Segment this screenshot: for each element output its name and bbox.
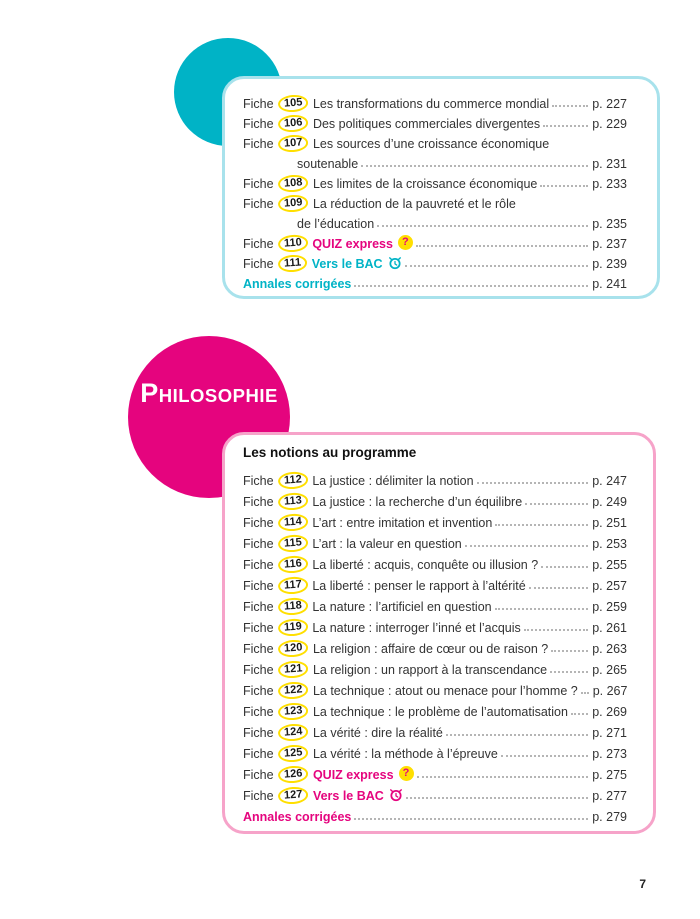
entry-title: La justice : délimiter la notion	[312, 474, 474, 488]
toc-row	[243, 656, 627, 677]
dotted-leader	[354, 818, 588, 820]
toc-row	[243, 91, 627, 111]
fiche-number-badge: 118	[277, 597, 308, 616]
page-ref: p. 227	[592, 97, 627, 111]
fiche-number-badge: 105	[277, 94, 308, 113]
clock-icon	[388, 256, 402, 270]
toc-row	[243, 488, 627, 509]
toc-row	[243, 171, 627, 191]
entry-title: La nature : l’artificiel en question	[312, 600, 492, 614]
page-ref: p. 255	[592, 558, 627, 572]
clock-icon	[389, 788, 403, 802]
fiche-label: Fiche	[243, 537, 274, 551]
dotted-leader	[524, 629, 588, 631]
dotted-leader	[354, 285, 588, 287]
fiche-label: Fiche	[243, 474, 274, 488]
dotted-leader	[477, 482, 589, 484]
fiche-label: Fiche	[243, 600, 274, 614]
dotted-leader	[541, 566, 588, 568]
page-ref: p. 247	[592, 474, 627, 488]
page-ref: p. 265	[592, 663, 627, 677]
economics-toc-box	[222, 76, 660, 299]
toc-row	[243, 572, 627, 593]
dotted-leader	[552, 105, 588, 107]
dotted-leader	[361, 165, 588, 167]
entry-title: La liberté : penser le rapport à l’altérité	[312, 579, 526, 593]
question-icon: ?	[399, 766, 414, 781]
dotted-leader	[377, 225, 588, 227]
fiche-number-badge: 108	[277, 174, 308, 193]
toc-row	[243, 782, 627, 803]
philosophy-toc-entries	[243, 467, 627, 824]
entry-title: Vers le BAC	[311, 257, 383, 271]
fiche-label: Fiche	[243, 117, 274, 131]
toc-row	[243, 719, 627, 740]
page-ref: p. 263	[592, 642, 627, 656]
entry-title: Des politiques commerciales divergentes	[312, 117, 541, 131]
page-ref: p. 237	[592, 237, 627, 251]
page-ref: p. 275	[592, 768, 627, 782]
fiche-label: Fiche	[243, 747, 274, 761]
entry-title: QUIZ express	[312, 237, 393, 251]
toc-row	[243, 635, 627, 656]
fiche-number-badge: 109	[277, 194, 308, 213]
toc-row-continuation	[243, 211, 627, 231]
fiche-number-badge: 123	[277, 702, 308, 721]
toc-row	[243, 231, 627, 251]
toc-row	[243, 111, 627, 131]
fiche-label: Fiche	[243, 726, 274, 740]
dotted-leader	[551, 650, 588, 652]
fiche-label: Fiche	[243, 558, 274, 572]
toc-row	[243, 677, 627, 698]
dotted-leader	[540, 185, 588, 187]
page-ref: p. 239	[592, 257, 627, 271]
page-ref: p. 277	[592, 789, 627, 803]
dotted-leader	[571, 713, 588, 715]
toc-row	[243, 740, 627, 761]
economics-toc-entries	[243, 91, 627, 291]
entry-title: L’art : entre imitation et invention	[312, 516, 493, 530]
fiche-number-badge: 116	[277, 555, 308, 574]
page-ref: p. 249	[592, 495, 627, 509]
entry-title: La nature : interroger l’inné et l’acquis	[312, 621, 521, 635]
page-ref: p. 273	[592, 747, 627, 761]
page-ref: p. 279	[592, 810, 627, 824]
fiche-label: Fiche	[243, 495, 274, 509]
fiche-number-badge: 121	[277, 660, 308, 679]
entry-title: Vers le BAC	[312, 789, 384, 803]
page-ref: p. 235	[592, 217, 627, 231]
fiche-label: Fiche	[243, 197, 274, 211]
entry-title: La religion : affaire de cœur ou de raison ?	[312, 642, 549, 656]
entry-title: La vérité : dire la réalité	[312, 726, 443, 740]
fiche-label: Fiche	[243, 705, 274, 719]
toc-row	[243, 698, 627, 719]
fiche-label: Fiche	[243, 257, 274, 271]
dotted-leader	[550, 671, 588, 673]
dotted-leader	[495, 608, 589, 610]
dotted-leader	[465, 545, 589, 547]
page-ref: p. 241	[592, 277, 627, 291]
entry-title: La technique : atout ou menace pour l’homme ?	[312, 684, 578, 698]
fiche-number-badge: 127	[277, 786, 308, 805]
entry-title: Les limites de la croissance économique	[312, 177, 538, 191]
dotted-leader	[495, 524, 588, 526]
page-ref: p. 269	[592, 705, 627, 719]
entry-title: La religion : un rapport à la transcendance	[312, 663, 548, 677]
toc-row	[243, 251, 627, 271]
fiche-label: Fiche	[243, 621, 274, 635]
toc-row	[243, 131, 627, 151]
fiche-number-badge: 117	[277, 576, 308, 595]
dotted-leader	[581, 692, 589, 694]
philosophy-toc-box	[222, 432, 656, 834]
page-ref: p. 257	[592, 579, 627, 593]
page-ref: p. 259	[592, 600, 627, 614]
fiche-label: Fiche	[243, 237, 274, 251]
fiche-number-badge: 114	[277, 513, 308, 532]
fiche-number-badge: 125	[277, 744, 308, 763]
entry-title-continued: de l’éducation	[297, 217, 375, 231]
fiche-label: Fiche	[243, 137, 274, 151]
entry-title: Les transformations du commerce mondial	[312, 97, 550, 111]
philosophy-box-heading: Les notions au programme	[243, 445, 417, 460]
dotted-leader	[446, 734, 588, 736]
dotted-leader	[501, 755, 588, 757]
dotted-leader	[543, 125, 588, 127]
page-ref: p. 271	[592, 726, 627, 740]
page-ref: p. 261	[592, 621, 627, 635]
toc-row-continuation	[243, 151, 627, 171]
fiche-number-badge: 124	[277, 723, 308, 742]
dotted-leader	[416, 245, 588, 247]
fiche-number-badge: 113	[277, 492, 308, 511]
fiche-label: Fiche	[243, 684, 274, 698]
fiche-label: Fiche	[243, 579, 274, 593]
fiche-number-badge: 112	[277, 471, 308, 490]
fiche-number-badge: 110	[277, 234, 308, 253]
entry-title: La vérité : la méthode à l’épreuve	[312, 747, 498, 761]
dotted-leader	[406, 797, 588, 799]
entry-title-continued: soutenable	[297, 157, 359, 171]
fiche-label: Fiche	[243, 789, 274, 803]
fiche-label: Fiche	[243, 177, 274, 191]
philosophy-section-title: PHILOSOPHIE	[140, 378, 278, 408]
fiche-number-badge: 126	[277, 765, 308, 784]
entry-title: La technique : le problème de l’automatisation	[312, 705, 568, 719]
toc-row	[243, 593, 627, 614]
toc-row	[243, 191, 627, 211]
fiche-number-badge: 122	[277, 681, 308, 700]
fiche-number-badge: 106	[277, 114, 308, 133]
entry-title: Les sources d’une croissance économique	[312, 137, 550, 151]
entry-title: La réduction de la pauvreté et le rôle	[312, 197, 516, 211]
annales-row	[243, 271, 627, 291]
toc-row	[243, 530, 627, 551]
page-ref: p. 229	[592, 117, 627, 131]
toc-row	[243, 761, 627, 782]
fiche-label: Fiche	[243, 516, 274, 530]
entry-title: La justice : la recherche d’un équilibre	[312, 495, 523, 509]
fiche-label: Fiche	[243, 768, 274, 782]
page-ref: p. 233	[592, 177, 627, 191]
toc-row	[243, 614, 627, 635]
fiche-label: Fiche	[243, 642, 274, 656]
dotted-leader	[529, 587, 589, 589]
fiche-label: Fiche	[243, 663, 274, 677]
fiche-number-badge: 107	[277, 134, 308, 153]
entry-title: QUIZ express	[312, 768, 394, 782]
entry-title: La liberté : acquis, conquête ou illusion ?	[312, 558, 539, 572]
fiche-label: Fiche	[243, 97, 274, 111]
page-ref: p. 231	[592, 157, 627, 171]
toc-row	[243, 509, 627, 530]
dotted-leader	[417, 776, 589, 778]
entry-title: Annales corrigées	[243, 277, 352, 291]
toc-row	[243, 467, 627, 488]
annales-row	[243, 803, 627, 824]
fiche-number-badge: 115	[277, 534, 308, 553]
page-ref: p. 267	[592, 684, 628, 698]
fiche-number-badge: 120	[277, 639, 308, 658]
dotted-leader	[405, 265, 589, 267]
toc-row	[243, 551, 627, 572]
fiche-number-badge: 119	[277, 618, 308, 637]
page-ref: p. 253	[592, 537, 627, 551]
question-icon: ?	[398, 235, 413, 250]
page-number: 7	[639, 877, 646, 891]
entry-title: Annales corrigées	[243, 810, 352, 824]
entry-title: L’art : la valeur en question	[312, 537, 462, 551]
dotted-leader	[525, 503, 588, 505]
fiche-number-badge: 111	[277, 254, 307, 273]
page-ref: p. 251	[592, 516, 627, 530]
